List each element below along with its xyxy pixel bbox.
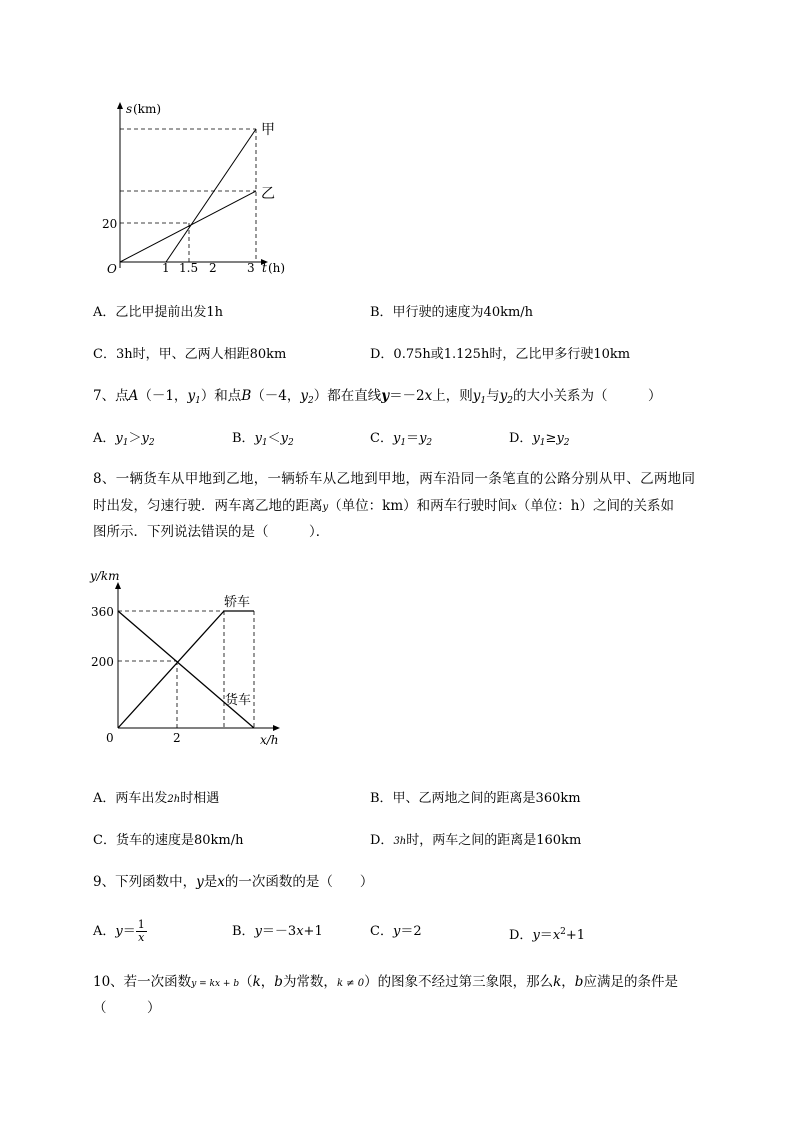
q9-option-c[interactable]: C．y＝2: [370, 924, 422, 939]
q7-stem: 7、点A（－1，$y_1$）和点B（－4，$y_2$）都在直线y＝－2x上，则$y_1$与$y_2$的大小关系为（ ）: [93, 388, 662, 406]
graph1-label-jia: 甲: [261, 122, 275, 138]
graph1-x-label-unit: (h): [268, 261, 286, 275]
graph1-y-tick-20: 20: [102, 217, 118, 231]
q8-option-d[interactable]: D．3h时，两车之间的距离是160km: [370, 833, 582, 848]
graph2-label-truck: 货车: [225, 693, 252, 708]
q8-option-a[interactable]: A．两车出发2h时相遇: [93, 791, 220, 806]
q6-option-a[interactable]: A．乙比甲提前出发1h: [93, 305, 224, 320]
q10-stem-line2: （ ）: [93, 1000, 161, 1016]
graph2-x-label: x/h: [260, 733, 279, 747]
q8-option-b[interactable]: B．甲、乙两地之间的距离是360km: [370, 791, 581, 806]
graph2-y-label: y/km: [90, 569, 120, 583]
graph2-x-arrow: [273, 725, 280, 731]
graph1-line-yi: [120, 191, 256, 262]
q8-stem-line1: 8、一辆货车从甲地到乙地，一辆轿车从乙地到甲地，两车沿同一条笔直的公路分别从甲、乙两地同: [93, 471, 696, 487]
q6-option-c[interactable]: C．3h时，甲、乙两人相距80km: [93, 347, 287, 362]
q7-option-d[interactable]: D．$y_1\ge y_2$: [509, 431, 570, 448]
graph1-y-label-unit: (km): [133, 102, 162, 116]
graph2-x-tick-2: 2: [173, 731, 181, 745]
graph1-label-yi: 乙: [261, 186, 275, 202]
graph1-origin: O: [107, 262, 117, 276]
q6-option-b[interactable]: B．甲行驶的速度为40km/h: [370, 305, 534, 320]
graph2-origin: 0: [106, 731, 114, 745]
q9-option-d[interactable]: D．$y=x^2+1$: [509, 927, 586, 943]
q9-option-a[interactable]: A．y＝ $\frac{1}{x}$: [93, 918, 145, 944]
graph1-x-tick-1-5: 1.5: [179, 261, 199, 275]
q8-stem-line3: 图所示．下列说法错误的是（ ）．: [93, 524, 330, 540]
q8-option-c[interactable]: C．货车的速度是80km/h: [93, 833, 244, 848]
q7-option-b[interactable]: B．$y_1<y_2$: [232, 431, 294, 448]
graph2-label-car: 轿车: [224, 595, 251, 610]
q7-option-a[interactable]: A．$y_1>y_2$: [93, 431, 155, 448]
graph2-line-truck: [118, 611, 254, 728]
q9-option-b[interactable]: B．y＝－3x+1: [232, 924, 323, 939]
graph-distance-from-yi: [88, 566, 298, 752]
graph-distance-time: [96, 96, 306, 282]
graph1-x-tick-3: 3: [247, 261, 255, 275]
graph2-y-tick-200: 200: [91, 655, 114, 669]
graph1-y-arrow: [117, 102, 123, 109]
q10-stem-line1: 10、若一次函数y = kx + b（k，b为常数，k ≠ 0）的图象不经过第三象限，那么k，b应满足的条件是: [93, 974, 678, 990]
q6-option-d[interactable]: D．0.75h或1.125h时，乙比甲多行驶10km: [370, 347, 631, 362]
graph2-y-tick-360: 360: [91, 605, 114, 619]
q9-fraction: $\frac{1}{x}$: [137, 918, 145, 944]
graph1-x-tick-1: 1: [162, 261, 170, 275]
q8-stem-line2: 时出发，匀速行驶．两车离乙地的距离y（单位：km）和两车行驶时间x（单位：h）之间的关系如: [93, 498, 674, 514]
q9-stem: 9、下列函数中，y是x的一次函数的是（ ）: [93, 874, 374, 890]
graph1-line-jia: [166, 129, 256, 262]
graph1-x-tick-2: 2: [209, 261, 217, 275]
graph2-y-arrow: [115, 582, 121, 589]
graph1-y-label-s: s: [126, 102, 133, 116]
q7-option-c[interactable]: C．$y_1=y_2$: [370, 431, 433, 448]
graph1-x-label-t: t: [262, 261, 267, 275]
